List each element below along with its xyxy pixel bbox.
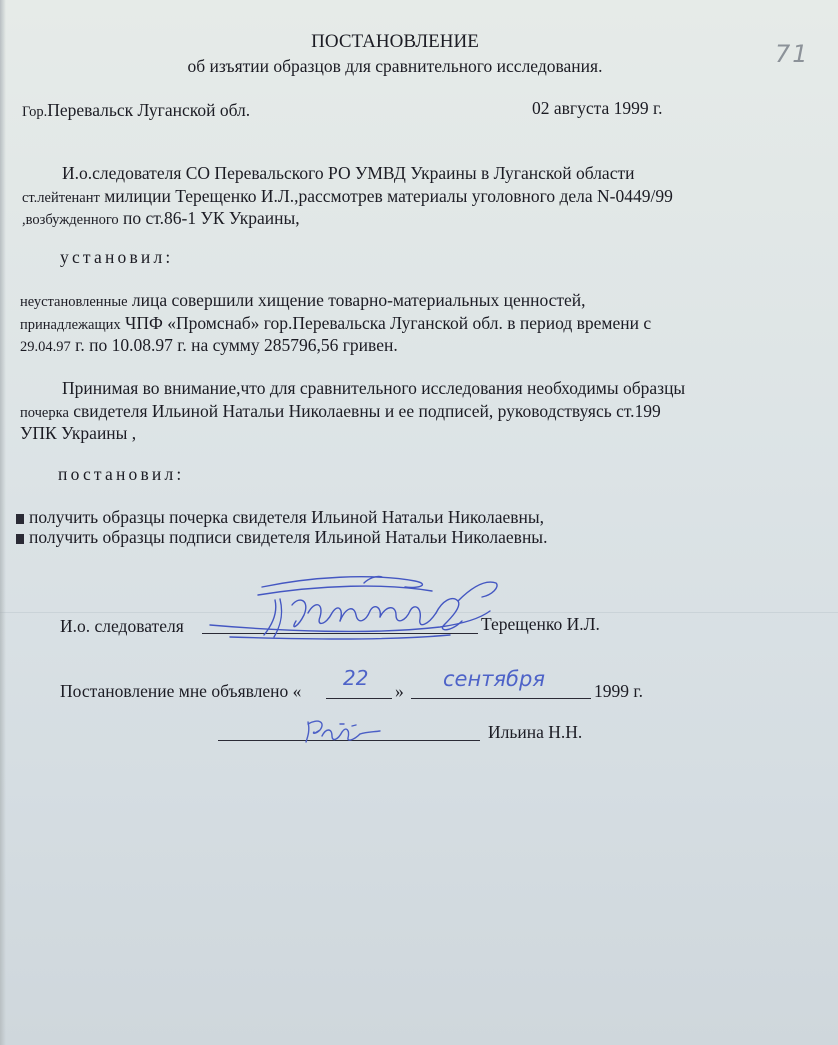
resolved-item-1 <box>16 507 544 527</box>
established-line-2-text: ЧПФ «Промснаб» гор.Перевальска Луганской обл. в период времени с <box>120 313 652 333</box>
established-line-3-lead: 29.04.97 <box>20 339 71 355</box>
resolved-heading: постановил: <box>58 464 185 484</box>
established-line-2 <box>20 313 651 335</box>
place-text: Перевальск Луганской обл. <box>47 100 251 120</box>
intro-line-3-text: по ст.86-1 УК Украины, <box>118 208 300 228</box>
bullet-icon <box>16 534 24 544</box>
established-line-2-lead: принадлежащих <box>20 317 121 333</box>
witness-signature-icon <box>300 714 390 748</box>
intro-line-2-lead: ст.лейтенант <box>22 190 100 206</box>
resolved-item-2 <box>16 527 547 547</box>
document-subtitle: об изъятии образцов для сравнительного исследования. <box>187 56 603 76</box>
consider-line-1: Принимая во внимание,что для сравнительного исследования необходимы образцы <box>62 378 686 398</box>
document-title: ПОСТАНОВЛЕНИЕ <box>311 31 479 52</box>
signer-name: Терещенко И.Л. <box>481 614 600 634</box>
investigator-signature-icon <box>200 565 510 655</box>
intro-line-3-lead: ,возбужденного <box>22 212 119 228</box>
resolved-item-2-text: получить образцы подписи свидетеля Ильиной Натальи Николаевны. <box>29 527 548 547</box>
consider-line-3: УПК Украины , <box>20 423 137 443</box>
consider-line-2-text: свидетеля Ильиной Натальи Николаевны и ее подписей, руководствуясь ст.199 <box>68 401 661 421</box>
intro-line-3 <box>22 208 300 230</box>
consider-line-2 <box>20 401 661 423</box>
established-line-1 <box>20 290 586 312</box>
witness-name: Ильина Н.Н. <box>488 722 583 742</box>
established-line-3 <box>20 335 398 357</box>
intro-line-2-text: милиции Терещенко И.Л.,рассмотрев материалы уголовного дела N-0449/99 <box>99 186 673 206</box>
bullet-icon <box>16 514 24 524</box>
announced-close-quote: » <box>395 681 404 701</box>
page-number-note: 71 <box>775 40 810 68</box>
announced-month: сентября <box>443 667 545 691</box>
announced-year: 1999 г. <box>594 681 643 701</box>
intro-line-2 <box>22 186 673 208</box>
established-heading: установил: <box>60 247 174 267</box>
intro-line-1: И.о.следователя СО Перевальского РО УМВД Украины в Луганской области <box>62 163 635 183</box>
established-line-1-text: лица совершили хищение товарно-материальных ценностей, <box>127 290 586 310</box>
document-date: 02 августа 1999 г. <box>532 98 663 118</box>
announced-month-line <box>411 698 591 699</box>
announced-label: Постановление мне объявлено « <box>60 681 302 701</box>
announced-day-line <box>326 698 392 699</box>
established-line-1-lead: неустановленные <box>20 294 128 310</box>
resolved-item-1-text: получить образцы почерка свидетеля Ильиной Натальи Николаевны, <box>29 507 545 527</box>
established-line-3-text: г. по 10.08.97 г. на сумму 285796,56 гривен. <box>70 335 398 355</box>
announced-line <box>60 681 301 701</box>
place-line <box>22 100 250 122</box>
signer-label: И.о. следователя <box>60 616 184 636</box>
place-prefix: Гор. <box>22 104 48 120</box>
announced-day: 22 <box>343 666 369 690</box>
page-edge <box>0 0 6 1045</box>
consider-line-2-lead: почерка <box>20 405 69 421</box>
